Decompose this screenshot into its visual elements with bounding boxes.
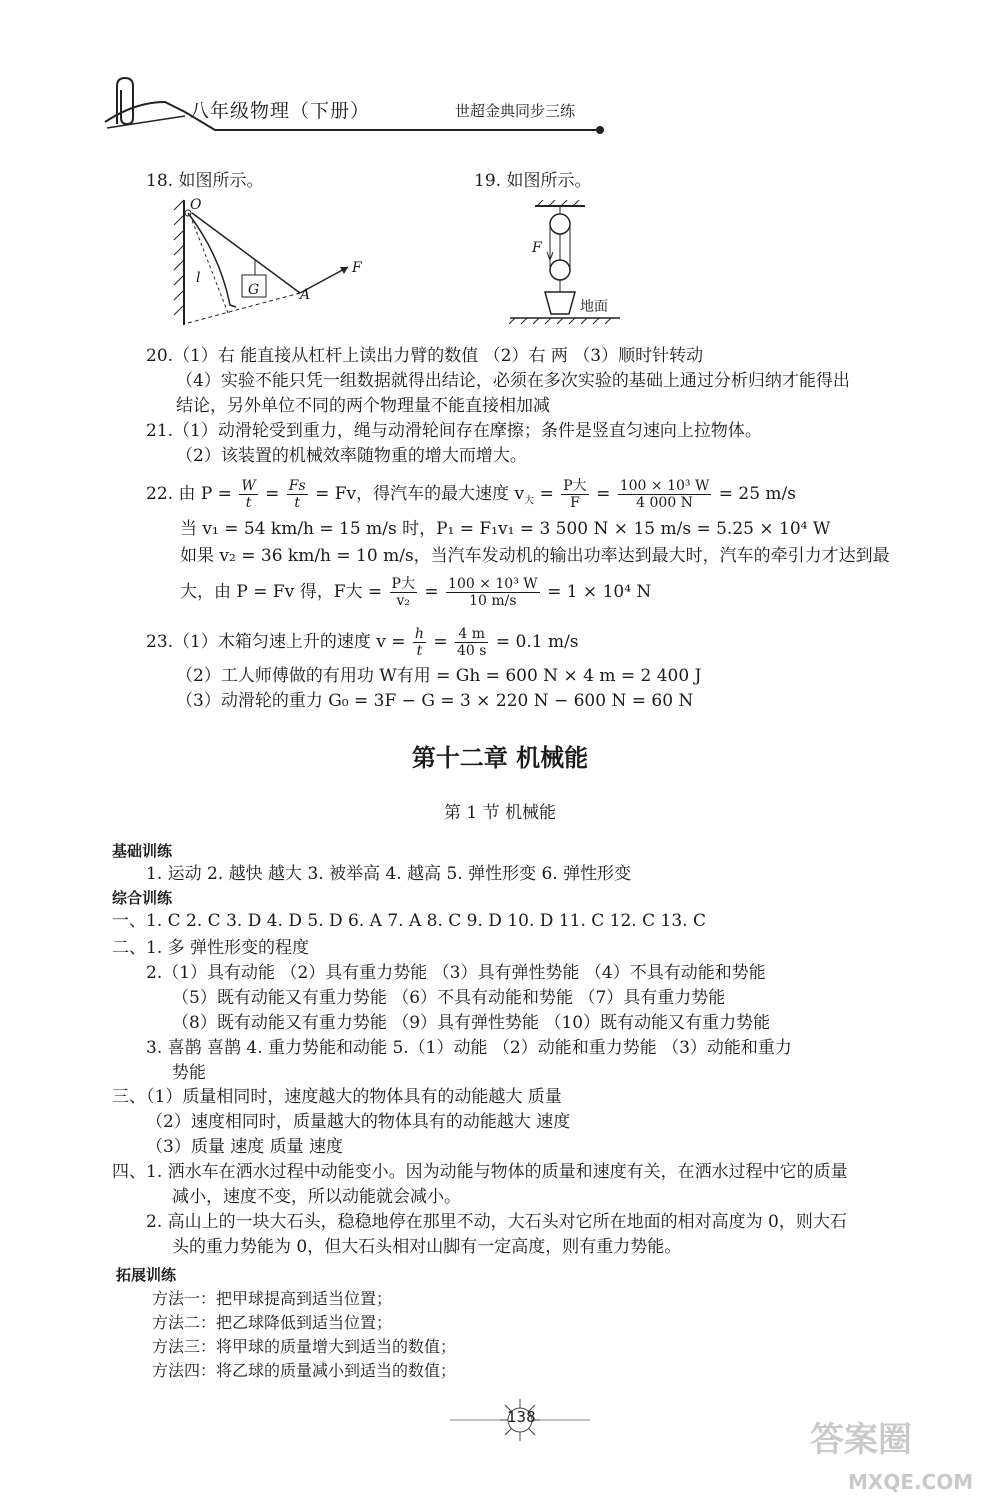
frac-num: W [241, 478, 256, 494]
comp-line9: （2）速度相同时，质量越大的物体具有的动能越大 速度 [146, 1112, 571, 1132]
q22-line3: 如果 v₂ = 36 km/h = 10 m/s，当汽车发动机的输出功率达到最大时，汽车的牵引力才达到最 [180, 546, 890, 566]
fig18-label: 18. 如图所示。 [146, 171, 264, 191]
fraction-P-F [561, 478, 588, 511]
frac-num: Fs [288, 478, 306, 494]
frac-den: t [245, 495, 252, 511]
fraction-W-t [239, 478, 257, 511]
comp-line7: 势能 [172, 1063, 206, 1083]
fig18-F: F [352, 260, 362, 276]
fig19-label: 19. 如图所示。 [474, 171, 592, 191]
fig18-l: l [196, 270, 201, 286]
q23-line1 [146, 626, 579, 659]
frac-num: P大 [391, 576, 415, 592]
fig18-O: O [190, 197, 202, 213]
comp-line2: 二、1. 多 弹性形变的程度 [112, 938, 310, 958]
comp-line14: 头的重力势能为 0，但大石头相对山脚有一定高度，则有重力势能。 [172, 1237, 682, 1257]
watermark-logo: 答案圈 [810, 1420, 912, 1460]
comp-line12: 减小，速度不变，所以动能就会减小。 [172, 1187, 461, 1207]
fraction-4m-40s [455, 626, 488, 659]
q23-text1b: = 0.1 m/s [495, 632, 579, 652]
equals-sign: = [433, 632, 448, 652]
q22-text4b: = 1 × 10⁴ N [547, 582, 652, 602]
equals-sign: = [424, 582, 439, 602]
comp-line3: 2.（1）具有动能 （2）具有重力势能 （3）具有弹性势能 （4）不具有动能和势能 [146, 963, 766, 983]
q23-text1a: 23.（1）木箱匀速上升的速度 v = [146, 632, 406, 652]
comp-line6: 3. 喜鹊 喜鹊 4. 重力势能和动能 5.（1）动能 （2）动能和重力势能 （3）动能和重力 [146, 1038, 792, 1058]
q21-line2: （2）该装置的机械效率随物重的增大而增大。 [176, 446, 527, 466]
frac-den: v₂ [396, 593, 411, 609]
fig18-G: G [248, 282, 260, 298]
frac-num: 4 m [455, 626, 488, 643]
comp-line5: （8）既有动能又有重力势能 （9）具有弹性势能 （10）既有动能又有重力势能 [172, 1013, 771, 1033]
frac-num: h [414, 626, 424, 642]
comp-line10: （3）质量 速度 质量 速度 [146, 1137, 344, 1157]
extension-heading: 拓展训练 [116, 1266, 177, 1284]
q22-text1c: = 25 m/s [718, 484, 797, 504]
q21-line1: 21.（1）动滑轮受到重力，绳与动滑轮间存在摩擦；条件是竖直匀速向上拉物体。 [146, 421, 762, 441]
watermark-url: MXQE.COM [848, 1470, 974, 1494]
equals-sign: = [539, 484, 554, 504]
chapter-title: 第十二章 机械能 [411, 744, 589, 772]
fig19-F: F [532, 240, 542, 256]
page-number: 138 [507, 1408, 536, 1426]
comp-line11: 四、1. 洒水车在洒水过程中动能变小。因为动能与物体的质量和速度有关，在洒水过程中它的质量 [112, 1162, 848, 1182]
fraction-Fs-t [287, 478, 308, 511]
frac-den: 40 s [457, 643, 487, 659]
equals-sign: = [265, 484, 280, 504]
q20-line2: （4）实验不能只凭一组数据就得出结论，必须在多次实验的基础上通过分析归纳才能得出 [176, 371, 850, 391]
q20-line3: 结论，另外单位不同的两个物理量不能直接相加减 [176, 396, 550, 416]
frac-num: 100 × 10³ W [448, 576, 538, 592]
frac-den: 10 m/s [469, 593, 517, 609]
header-subtitle: 世超金典同步三练 [455, 102, 576, 120]
fraction-power-force [618, 478, 712, 511]
equals-sign: = [596, 484, 611, 504]
frac-den: F [570, 495, 580, 511]
ext-line3: 方法三：将甲球的质量增大到适当的数值； [152, 1337, 457, 1356]
q22-text4a: 大，由 P = Fv 得，F大 = [180, 582, 383, 602]
frac-den: t [294, 495, 301, 511]
q22-line4 [180, 576, 651, 609]
lever-diagram [170, 195, 370, 330]
frac-den: 4 000 N [636, 495, 693, 511]
ext-line2: 方法二：把乙球降低到适当位置； [152, 1313, 393, 1332]
paperclip-icon [117, 78, 133, 124]
fraction-power-speed [446, 576, 540, 609]
q23-line2: （2）工人师傅做的有用功 W有用 = Gh = 600 N × 4 m = 2 400 J [176, 666, 702, 686]
fraction-P-v2 [390, 576, 417, 609]
q22-text1b: = Fv，得汽车的最大速度 v [315, 484, 525, 504]
fig18-A: A [300, 287, 311, 303]
comprehensive-heading: 综合训练 [112, 889, 173, 907]
frac-den: t [416, 643, 423, 659]
q23-line3: （3）动滑轮的重力 G₀ = 3F − G = 3 × 220 N − 600 N = 60 N [176, 691, 694, 711]
comp-line4: （5）既有动能又有重力势能 （6）不具有动能和势能 （7）具有重力势能 [172, 988, 726, 1008]
q20-line1: 20.（1）右 能直接从杠杆上读出力臂的数值 （2）右 两 （3）顺时针转动 [146, 346, 704, 366]
basic-line1: 1. 运动 2. 越快 越大 3. 被举高 4. 越高 5. 弹性形变 6. 弹性形变 [146, 864, 632, 884]
ext-line4: 方法四：将乙球的质量减小到适当的数值； [152, 1361, 457, 1380]
comp-line1: 一、1. C 2. C 3. D 4. D 5. D 6. A 7. A 8. C 9. D 10. D 11. C 12. C 13. C [112, 911, 706, 931]
frac-num: P大 [563, 478, 587, 494]
q22-line1 [146, 478, 796, 512]
frac-num: 100 × 10³ W [619, 478, 710, 494]
comp-line8: 三、（1）质量相同时，速度越大的物体具有的动能越大 质量 [112, 1087, 562, 1107]
q22-line2: 当 v₁ = 54 km/h = 15 m/s 时，P₁ = F₁v₁ = 3 500 N × 15 m/s = 5.25 × 10⁴ W [180, 519, 831, 539]
basic-heading: 基础训练 [112, 842, 173, 860]
subscript: 大 [524, 495, 535, 507]
ext-line1: 方法一：把甲球提高到适当位置； [152, 1289, 393, 1308]
q22-text1a: 22. 由 P = [146, 484, 232, 504]
section-title: 第 1 节 机械能 [443, 803, 557, 823]
header-title: 八年级物理（下册） [190, 100, 371, 122]
fraction-h-t [413, 626, 426, 659]
fig19-ground: 地面 [580, 299, 608, 315]
comp-line13: 2. 高山上的一块大石头，稳稳地停在那里不动，大石头对它所在地面的相对高度为 0，则大石 [146, 1212, 847, 1232]
